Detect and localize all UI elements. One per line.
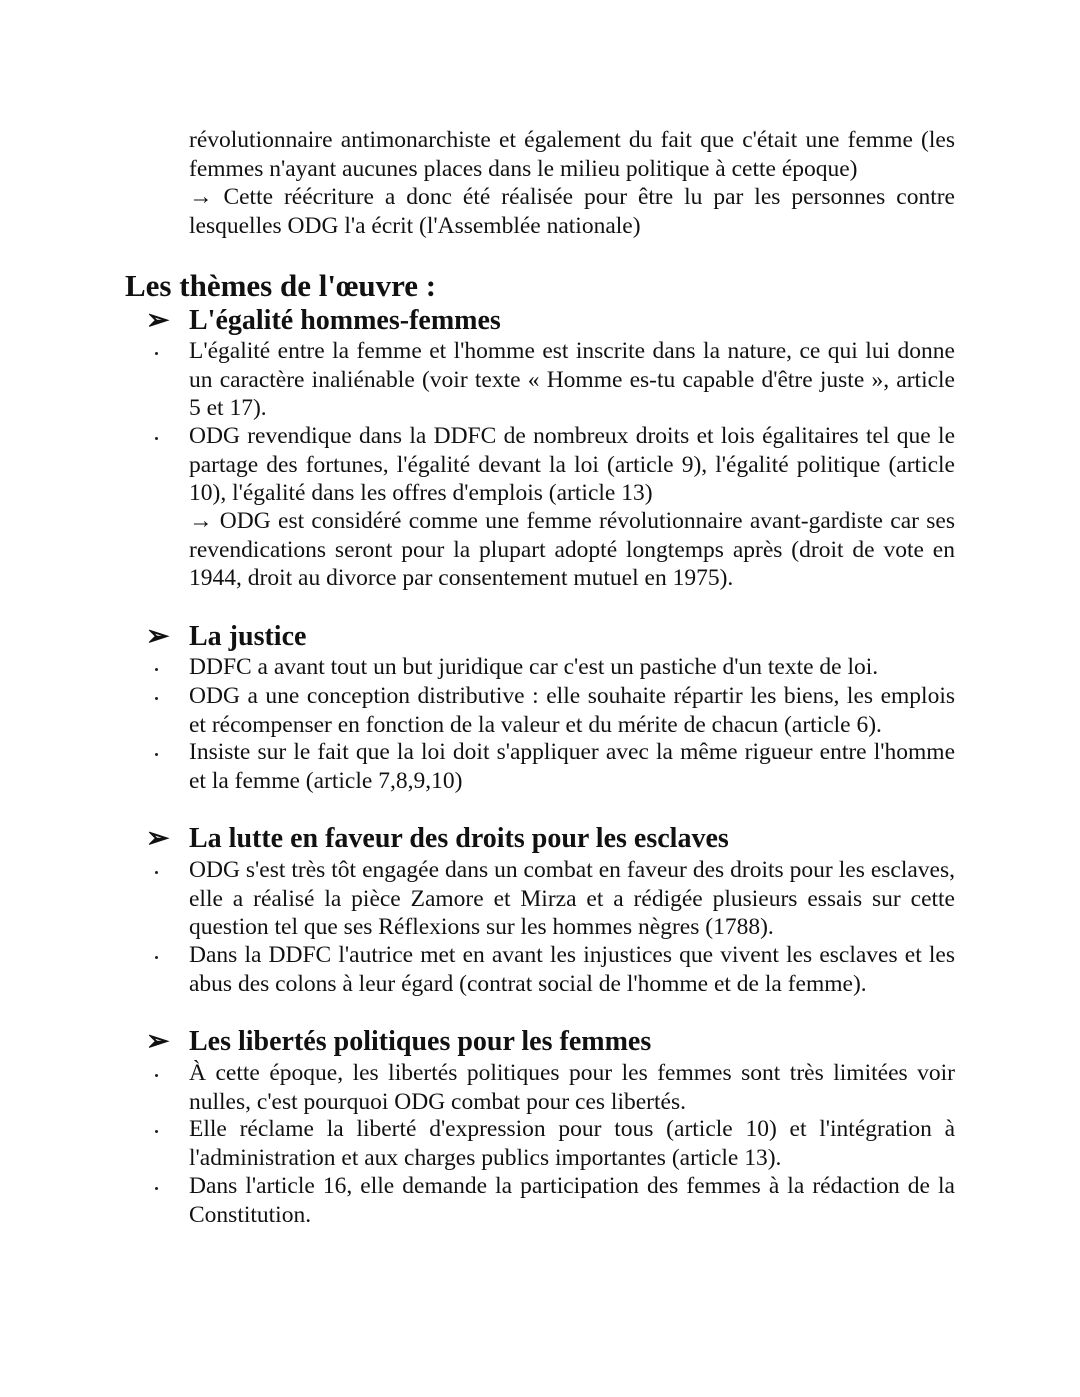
- list-item: Insiste sur le fait que la loi doit s'appliquer avec la même rigueur entre l'homme et la femme (article 7,8,9,10): [189, 739, 955, 794]
- theme-title: La lutte en faveur des droits pour les esclaves: [189, 823, 729, 854]
- intro-conclusion: → Cette réécriture a donc été réalisée pour être lu par les personnes contre lesquelles ODG l'a écrit (l'Assemblée nationale): [189, 184, 955, 239]
- list-item: L'égalité entre la femme et l'homme est inscrite dans la nature, ce qui lui donne un caractère inaliénable (voir texte « Homme es-tu capable d'être juste », article 5 et 17).: [189, 338, 955, 421]
- theme-title: La justice: [189, 621, 307, 652]
- section-title: Les thèmes de l'œuvre :: [125, 268, 437, 303]
- list-item: Dans la DDFC l'autrice met en avant les injustices que vivent les esclaves et les abus des colons à leur égard (contrat social de l'homme et de la femme).: [189, 942, 955, 997]
- list-item: ODG s'est très tôt engagée dans un combat en faveur des droits pour les esclaves, elle a réalisé la pièce Zamore et Mirza et a rédigée plusieurs essais sur cette question tel que ses Réflexions sur les hommes nègres (1788).: [189, 857, 955, 940]
- arrow-bullet-icon: ➢: [146, 305, 170, 336]
- list-item: DDFC a avant tout un but juridique car c'est un pastiche d'un texte de loi.: [189, 654, 879, 680]
- theme-title: Les libertés politiques pour les femmes: [189, 1026, 652, 1057]
- list-item: Dans l'article 16, elle demande la participation des femmes à la rédaction de la Constitution.: [189, 1173, 955, 1228]
- bullet-icon: [155, 871, 161, 877]
- list-item: Elle réclame la liberté d'expression pour tous (article 10) et l'intégration à l'administration et aux charges publics importantes (article 13).: [189, 1116, 955, 1171]
- bullet-icon: [155, 437, 161, 443]
- theme-heading-justice: [146, 621, 306, 653]
- bullet-icon: [155, 753, 161, 759]
- bullet-icon: [155, 1074, 161, 1080]
- bullet-icon: [155, 697, 161, 703]
- theme-heading-esclaves: [146, 823, 729, 855]
- arrow-bullet-icon: ➢: [146, 1026, 170, 1057]
- theme-heading-libertes: [146, 1026, 651, 1058]
- list-item: ODG a une conception distributive : elle souhaite répartir les biens, les emplois et récompenser en fonction de la valeur et du mérite de chacun (article 6).: [189, 683, 955, 738]
- bullet-icon: [155, 1187, 161, 1193]
- arrow-bullet-icon: ➢: [146, 621, 170, 652]
- bullet-icon: [155, 352, 161, 358]
- theme-title: L'égalité hommes-femmes: [189, 305, 501, 336]
- list-item: À cette époque, les libertés politiques pour les femmes sont très limitées voir nulles, c'est pourquoi ODG combat pour ces libertés.: [189, 1060, 955, 1115]
- bullet-icon: [155, 668, 161, 674]
- bullet-icon: [155, 956, 161, 962]
- intro-paragraph: révolutionnaire antimonarchiste et également du fait que c'était une femme (les femmes n'ayant aucunes places dans le milieu politique à cette époque): [189, 127, 955, 182]
- arrow-bullet-icon: ➢: [146, 823, 170, 854]
- theme-heading-egalite: [146, 305, 501, 337]
- bullet-icon: [155, 1130, 161, 1136]
- theme-note: → ODG est considéré comme une femme révolutionnaire avant-gardiste car ses revendications seront pour la plupart adopté longtemps après (droit de vote en 1944, droit au divorce par consentement mutuel en 1975).: [189, 508, 955, 591]
- list-item: ODG revendique dans la DDFC de nombreux droits et lois égalitaires tel que le partage des fortunes, l'égalité devant la loi (article 9), l'égalité politique (article 10), l'égalité dans les offres d'emplois (article 13): [189, 423, 955, 506]
